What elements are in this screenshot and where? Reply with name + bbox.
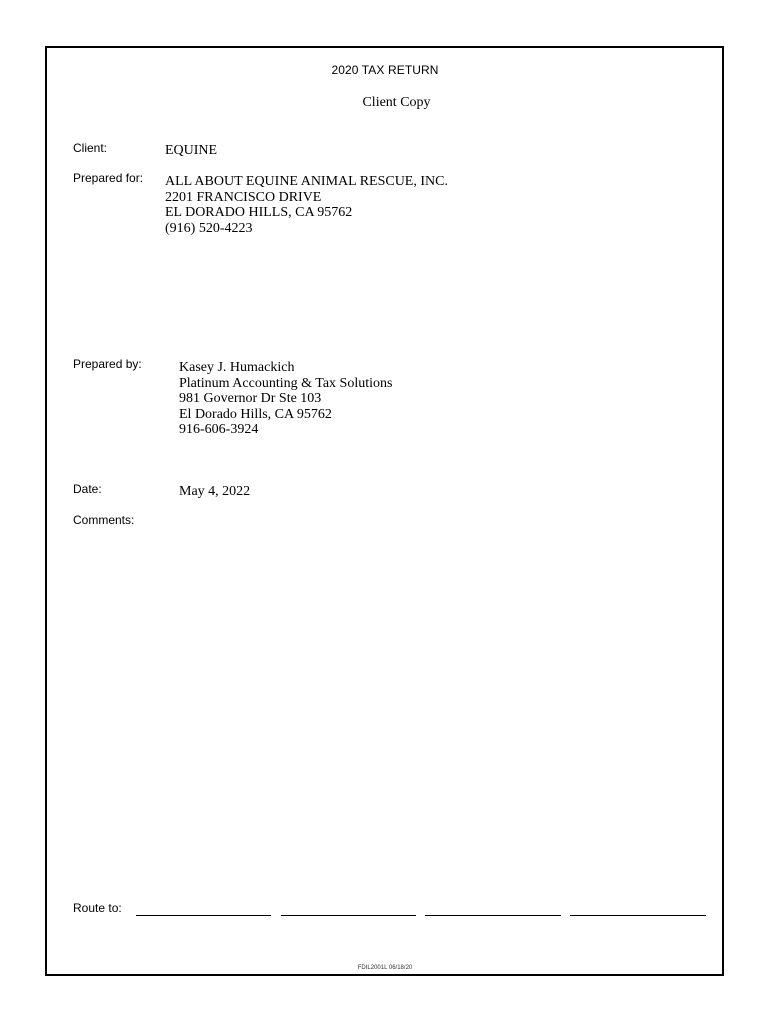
client-label: Client: bbox=[73, 141, 108, 155]
date-value bbox=[179, 484, 250, 500]
route-to-label: Route to: bbox=[73, 901, 122, 915]
comments-label: Comments: bbox=[73, 513, 135, 527]
prepared-by-label: Prepared by: bbox=[73, 357, 142, 371]
prepared-for-line: EL DORADO HILLS, CA 95762 bbox=[165, 205, 353, 220]
prepared-for-line: 2201 FRANCISCO DRIVE bbox=[165, 189, 322, 205]
prepared-for-block bbox=[165, 174, 448, 236]
prepared-for-line: ALL ABOUT EQUINE ANIMAL RESCUE, INC. bbox=[165, 174, 448, 189]
prepared-for-label: Prepared for: bbox=[73, 171, 144, 185]
route-to-line-2[interactable] bbox=[281, 915, 416, 916]
date-text: May 4, 2022 bbox=[179, 484, 251, 499]
date-label: Date: bbox=[73, 482, 102, 496]
route-to-line-4[interactable] bbox=[570, 915, 706, 916]
prepared-by-block bbox=[179, 360, 392, 438]
document-title: 2020 TAX RETURN bbox=[331, 63, 439, 77]
prepared-by-line: 916-606-3924 bbox=[179, 422, 259, 437]
form-code-footer: FDIL2001L 06/18/20 bbox=[357, 965, 413, 971]
client-name: EQUINE bbox=[165, 143, 218, 158]
document-subtitle: Client Copy bbox=[362, 95, 431, 110]
prepared-by-line: Kasey J. Humackich bbox=[179, 360, 295, 375]
prepared-by-line: 981 Governor Dr Ste 103 bbox=[179, 391, 322, 406]
route-to-line-1[interactable] bbox=[136, 915, 271, 916]
route-to-line-3[interactable] bbox=[425, 915, 561, 916]
prepared-by-line: El Dorado Hills, CA 95762 bbox=[179, 406, 332, 422]
prepared-for-line: (916) 520-4223 bbox=[165, 220, 253, 236]
client-value bbox=[165, 143, 217, 159]
prepared-by-line: Platinum Accounting & Tax Solutions bbox=[179, 375, 393, 391]
